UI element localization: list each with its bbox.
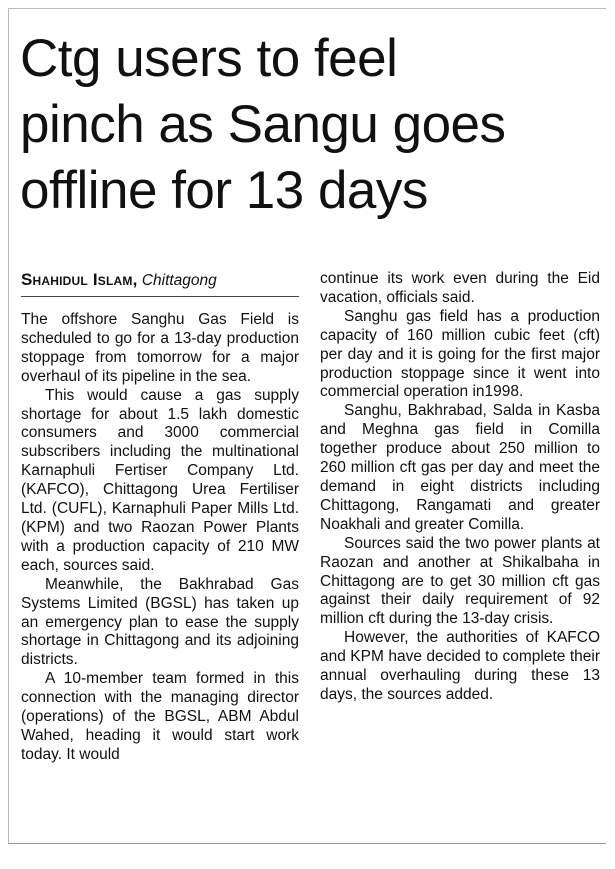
paragraph: However, the authorities of KAFCO and KPM have decided to complete their annual overhauling during these 13 days, the sources added. bbox=[320, 629, 600, 703]
right-column bbox=[320, 270, 600, 705]
paragraph: Sanghu, Bakhrabad, Salda in Kasba and Meghna gas field in Comilla together produce about 250 million to 260 million cft gas per day and meet the demand in eight districts including Chittagong, Rangamati and greater Noakhali and greater Comilla. bbox=[320, 402, 600, 533]
paragraph: Sources said the two power plants at Raozan and another at Shikalbaha in Chittagong are to get 30 million cft gas against their daily requirement of 92 million cft during the 13-day crisis. bbox=[320, 534, 600, 628]
byline-author: Shahidul Islam, bbox=[21, 270, 138, 289]
paragraph: A 10-member team formed in this connection with the managing director (operations) of the BGSL, ABM Abdul Wahed, heading it would start work today. It would bbox=[21, 670, 299, 763]
paragraph: Sanghu gas field has a production capacity of 160 million cubic feet (cft) per day and it is going for the first major production stoppage since it went into commercial operation in1998. bbox=[320, 307, 600, 401]
bottom-rule bbox=[8, 843, 606, 844]
paragraph: Meanwhile, the Bakhrabad Gas Systems Limited (BGSL) has taken up an emergency plan to ease the supply shortage in Chittagong and its adjoining districts. bbox=[21, 575, 299, 669]
paragraph: The offshore Sanghu Gas Field is scheduled to go for a 13-day production stoppage from tomorrow for a major overhaul of its pipeline in the sea. bbox=[21, 311, 299, 385]
headline bbox=[20, 26, 600, 224]
paragraph: This would cause a gas supply shortage for about 1.5 lakh domestic consumers and 3000 commercial subscribers including the multinational Karnaphuli Fertiser Company Ltd. (KAFCO), Chittagong Urea Fertiliser Ltd. (CUFL), Karnaphuli Paper Mills Ltd. (KPM) and two Raozan Power Plants with a production capacity of 210 MW each, sources said. bbox=[21, 386, 299, 574]
headline-line-1: Ctg users to feel bbox=[20, 29, 398, 88]
headline-line-3: offline for 13 days bbox=[20, 161, 428, 220]
left-column bbox=[21, 270, 299, 765]
byline bbox=[21, 270, 299, 297]
paragraph: continue its work even during the Eid vacation, officials said. bbox=[320, 270, 600, 306]
byline-place: Chittagong bbox=[141, 272, 217, 289]
headline-line-2: pinch as Sangu goes bbox=[20, 95, 506, 154]
